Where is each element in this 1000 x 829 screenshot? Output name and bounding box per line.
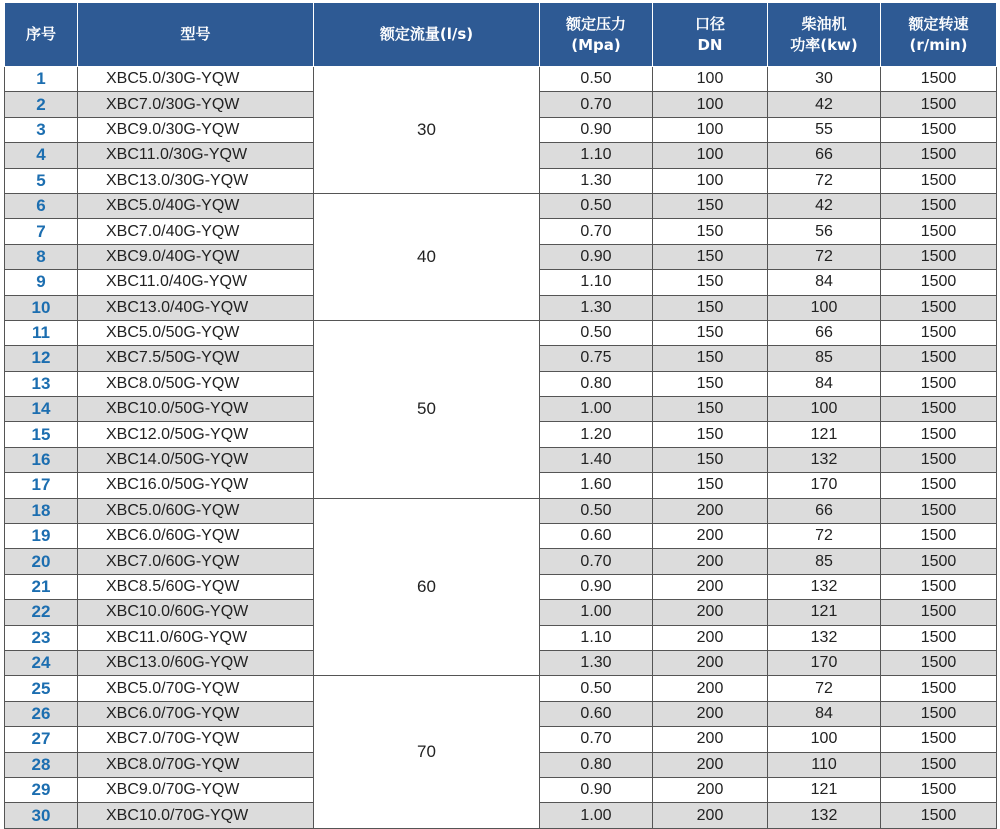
row-model: XBC5.0/50G-YQW (78, 320, 314, 345)
row-pressure: 0.90 (540, 244, 653, 269)
table-header-row (5, 3, 997, 67)
row-power: 72 (768, 244, 881, 269)
row-index: 24 (5, 650, 78, 675)
row-pressure: 0.50 (540, 320, 653, 345)
row-power: 72 (768, 524, 881, 549)
row-pressure: 1.30 (540, 650, 653, 675)
row-diameter: 200 (653, 676, 768, 701)
row-pressure: 0.75 (540, 346, 653, 371)
row-pressure: 0.70 (540, 219, 653, 244)
row-pressure: 0.90 (540, 117, 653, 142)
row-diameter: 200 (653, 701, 768, 726)
row-diameter: 100 (653, 92, 768, 117)
row-index: 4 (5, 143, 78, 168)
row-flow: 60 (314, 498, 540, 676)
row-pressure: 0.90 (540, 574, 653, 599)
row-pressure: 1.10 (540, 270, 653, 295)
row-model: XBC7.0/40G-YQW (78, 219, 314, 244)
row-power: 121 (768, 422, 881, 447)
row-index: 21 (5, 574, 78, 599)
row-index: 10 (5, 295, 78, 320)
row-index: 30 (5, 803, 78, 828)
row-speed: 1500 (881, 752, 997, 777)
row-index: 12 (5, 346, 78, 371)
row-pressure: 1.30 (540, 168, 653, 193)
row-speed: 1500 (881, 803, 997, 828)
row-index: 1 (5, 67, 78, 92)
row-diameter: 100 (653, 143, 768, 168)
row-power: 170 (768, 473, 881, 498)
header-diameter: 口径 DN (653, 3, 768, 67)
row-model: XBC9.0/40G-YQW (78, 244, 314, 269)
row-power: 55 (768, 117, 881, 142)
row-speed: 1500 (881, 574, 997, 599)
row-diameter: 200 (653, 498, 768, 523)
row-pressure: 0.90 (540, 777, 653, 802)
table-row (5, 676, 997, 701)
row-power: 100 (768, 397, 881, 422)
row-pressure: 0.50 (540, 498, 653, 523)
row-speed: 1500 (881, 168, 997, 193)
row-diameter: 150 (653, 447, 768, 472)
row-model: XBC7.0/60G-YQW (78, 549, 314, 574)
row-power: 110 (768, 752, 881, 777)
row-power: 132 (768, 574, 881, 599)
row-index: 27 (5, 727, 78, 752)
row-power: 121 (768, 777, 881, 802)
table-row (5, 498, 997, 523)
row-model: XBC11.0/60G-YQW (78, 625, 314, 650)
row-power: 100 (768, 295, 881, 320)
row-speed: 1500 (881, 92, 997, 117)
row-speed: 1500 (881, 422, 997, 447)
row-speed: 1500 (881, 650, 997, 675)
row-flow: 30 (314, 67, 540, 194)
row-index: 20 (5, 549, 78, 574)
row-speed: 1500 (881, 397, 997, 422)
row-speed: 1500 (881, 727, 997, 752)
row-flow: 40 (314, 193, 540, 320)
row-diameter: 150 (653, 270, 768, 295)
row-power: 85 (768, 346, 881, 371)
row-diameter: 150 (653, 295, 768, 320)
row-power: 42 (768, 92, 881, 117)
row-power: 84 (768, 701, 881, 726)
row-diameter: 200 (653, 574, 768, 599)
row-model: XBC6.0/60G-YQW (78, 524, 314, 549)
row-pressure: 0.60 (540, 524, 653, 549)
row-speed: 1500 (881, 295, 997, 320)
row-diameter: 150 (653, 473, 768, 498)
row-model: XBC10.0/50G-YQW (78, 397, 314, 422)
row-index: 6 (5, 193, 78, 218)
row-speed: 1500 (881, 346, 997, 371)
row-model: XBC11.0/40G-YQW (78, 270, 314, 295)
row-diameter: 200 (653, 777, 768, 802)
row-flow: 70 (314, 676, 540, 828)
row-pressure: 1.30 (540, 295, 653, 320)
row-speed: 1500 (881, 244, 997, 269)
row-speed: 1500 (881, 193, 997, 218)
row-power: 121 (768, 600, 881, 625)
row-model: XBC9.0/30G-YQW (78, 117, 314, 142)
row-pressure: 0.50 (540, 676, 653, 701)
row-power: 42 (768, 193, 881, 218)
header-power: 柴油机 功率(kw) (768, 3, 881, 67)
row-speed: 1500 (881, 777, 997, 802)
header-model: 型号 (78, 3, 314, 67)
row-pressure: 1.40 (540, 447, 653, 472)
row-index: 18 (5, 498, 78, 523)
row-pressure: 1.00 (540, 397, 653, 422)
row-model: XBC7.0/30G-YQW (78, 92, 314, 117)
row-power: 72 (768, 168, 881, 193)
row-model: XBC13.0/40G-YQW (78, 295, 314, 320)
row-power: 84 (768, 270, 881, 295)
row-pressure: 0.80 (540, 371, 653, 396)
row-model: XBC5.0/30G-YQW (78, 67, 314, 92)
row-speed: 1500 (881, 600, 997, 625)
row-diameter: 200 (653, 803, 768, 828)
row-power: 85 (768, 549, 881, 574)
row-diameter: 200 (653, 650, 768, 675)
row-diameter: 200 (653, 549, 768, 574)
row-pressure: 0.70 (540, 549, 653, 574)
row-speed: 1500 (881, 67, 997, 92)
row-diameter: 150 (653, 371, 768, 396)
row-diameter: 200 (653, 600, 768, 625)
row-model: XBC7.5/50G-YQW (78, 346, 314, 371)
row-diameter: 200 (653, 625, 768, 650)
row-speed: 1500 (881, 270, 997, 295)
header-speed: 额定转速 (r/min) (881, 3, 997, 67)
row-model: XBC5.0/70G-YQW (78, 676, 314, 701)
row-model: XBC13.0/30G-YQW (78, 168, 314, 193)
row-pressure: 1.10 (540, 625, 653, 650)
row-index: 7 (5, 219, 78, 244)
row-speed: 1500 (881, 676, 997, 701)
row-index: 15 (5, 422, 78, 447)
row-model: XBC12.0/50G-YQW (78, 422, 314, 447)
row-speed: 1500 (881, 473, 997, 498)
row-speed: 1500 (881, 549, 997, 574)
row-speed: 1500 (881, 625, 997, 650)
row-diameter: 100 (653, 67, 768, 92)
row-model: XBC10.0/60G-YQW (78, 600, 314, 625)
row-index: 9 (5, 270, 78, 295)
row-model: XBC8.5/60G-YQW (78, 574, 314, 599)
row-index: 2 (5, 92, 78, 117)
row-speed: 1500 (881, 219, 997, 244)
row-index: 13 (5, 371, 78, 396)
row-diameter: 150 (653, 320, 768, 345)
table-row (5, 320, 997, 345)
row-power: 66 (768, 320, 881, 345)
row-index: 8 (5, 244, 78, 269)
row-speed: 1500 (881, 117, 997, 142)
row-pressure: 1.00 (540, 803, 653, 828)
row-pressure: 0.70 (540, 727, 653, 752)
row-index: 23 (5, 625, 78, 650)
row-speed: 1500 (881, 524, 997, 549)
row-power: 66 (768, 498, 881, 523)
row-pressure: 1.10 (540, 143, 653, 168)
row-model: XBC6.0/70G-YQW (78, 701, 314, 726)
row-power: 84 (768, 371, 881, 396)
row-pressure: 0.70 (540, 92, 653, 117)
row-diameter: 100 (653, 168, 768, 193)
row-index: 25 (5, 676, 78, 701)
row-power: 56 (768, 219, 881, 244)
header-index: 序号 (5, 3, 78, 67)
row-diameter: 200 (653, 524, 768, 549)
row-pressure: 0.80 (540, 752, 653, 777)
row-pressure: 1.00 (540, 600, 653, 625)
row-model: XBC7.0/70G-YQW (78, 727, 314, 752)
table-row (5, 67, 997, 92)
row-power: 30 (768, 67, 881, 92)
row-pressure: 0.50 (540, 67, 653, 92)
row-speed: 1500 (881, 498, 997, 523)
row-index: 29 (5, 777, 78, 802)
row-index: 28 (5, 752, 78, 777)
row-pressure: 0.50 (540, 193, 653, 218)
row-flow: 50 (314, 320, 540, 498)
row-model: XBC13.0/60G-YQW (78, 650, 314, 675)
header-pressure: 额定压力 (Mpa) (540, 3, 653, 67)
row-model: XBC14.0/50G-YQW (78, 447, 314, 472)
row-power: 170 (768, 650, 881, 675)
row-index: 26 (5, 701, 78, 726)
row-index: 5 (5, 168, 78, 193)
row-diameter: 200 (653, 727, 768, 752)
pump-spec-table (4, 3, 997, 829)
row-index: 22 (5, 600, 78, 625)
row-index: 19 (5, 524, 78, 549)
row-model: XBC11.0/30G-YQW (78, 143, 314, 168)
row-index: 17 (5, 473, 78, 498)
row-pressure: 0.60 (540, 701, 653, 726)
row-diameter: 100 (653, 117, 768, 142)
row-power: 100 (768, 727, 881, 752)
row-index: 14 (5, 397, 78, 422)
row-diameter: 150 (653, 422, 768, 447)
row-speed: 1500 (881, 320, 997, 345)
row-model: XBC5.0/60G-YQW (78, 498, 314, 523)
row-model: XBC10.0/70G-YQW (78, 803, 314, 828)
row-power: 72 (768, 676, 881, 701)
row-pressure: 1.60 (540, 473, 653, 498)
row-speed: 1500 (881, 701, 997, 726)
row-model: XBC16.0/50G-YQW (78, 473, 314, 498)
row-diameter: 150 (653, 397, 768, 422)
row-diameter: 150 (653, 244, 768, 269)
row-power: 132 (768, 803, 881, 828)
row-model: XBC8.0/70G-YQW (78, 752, 314, 777)
row-power: 132 (768, 447, 881, 472)
header-flow: 额定流量(l/s) (314, 3, 540, 67)
table-body (5, 67, 997, 829)
row-speed: 1500 (881, 371, 997, 396)
row-model: XBC8.0/50G-YQW (78, 371, 314, 396)
row-diameter: 200 (653, 752, 768, 777)
row-diameter: 150 (653, 346, 768, 371)
row-speed: 1500 (881, 447, 997, 472)
row-index: 11 (5, 320, 78, 345)
row-power: 132 (768, 625, 881, 650)
table-row (5, 193, 997, 218)
row-index: 3 (5, 117, 78, 142)
row-model: XBC9.0/70G-YQW (78, 777, 314, 802)
row-model: XBC5.0/40G-YQW (78, 193, 314, 218)
row-pressure: 1.20 (540, 422, 653, 447)
row-speed: 1500 (881, 143, 997, 168)
row-index: 16 (5, 447, 78, 472)
row-power: 66 (768, 143, 881, 168)
row-diameter: 150 (653, 219, 768, 244)
row-diameter: 150 (653, 193, 768, 218)
